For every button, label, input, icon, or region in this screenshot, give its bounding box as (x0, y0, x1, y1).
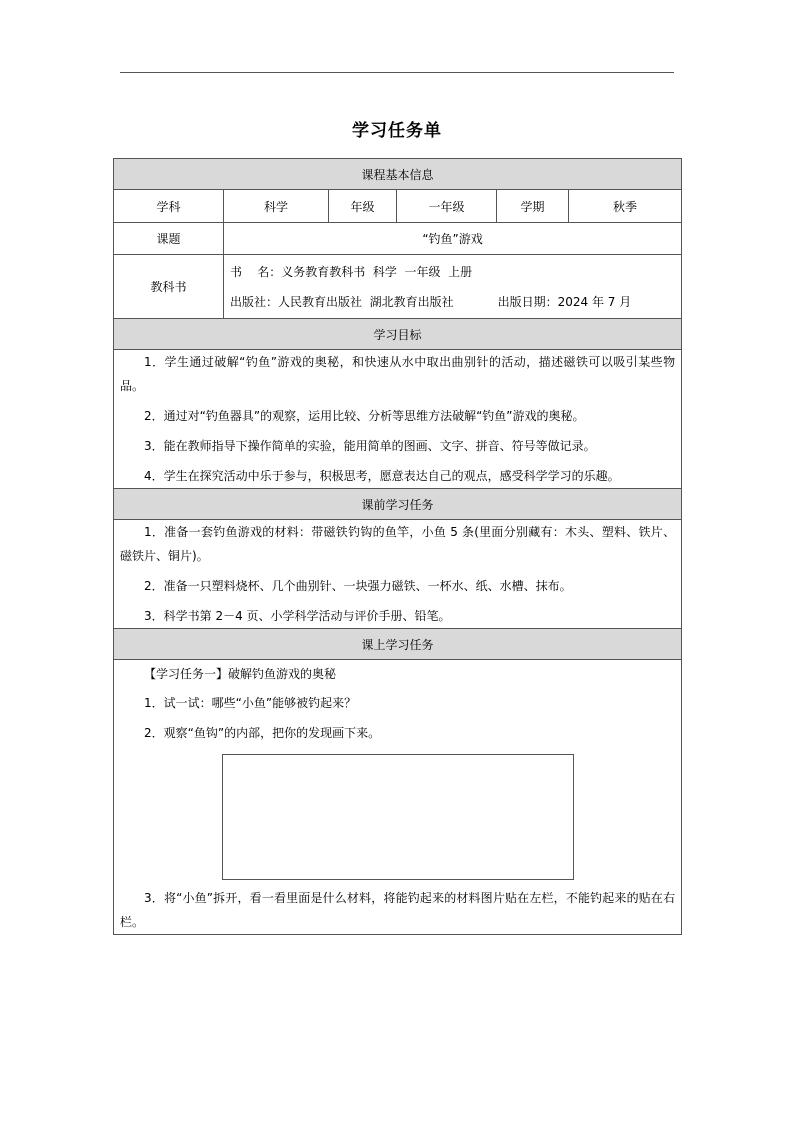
section-title-class-tasks: 课上学习任务 (114, 629, 682, 660)
textbook-label: 教科书 (114, 255, 224, 319)
section-title-pre-tasks: 课前学习任务 (114, 489, 682, 520)
grade-value: 一年级 (397, 190, 497, 223)
basic-info-header-row (114, 159, 682, 190)
subject-label: 学科 (114, 190, 224, 223)
class-tasks-row (114, 660, 682, 935)
task-one-heading: 【学习任务一】破解钓鱼游戏的奥秘 (144, 667, 337, 681)
drawing-area-box (222, 754, 574, 880)
class-tasks-header-row (114, 629, 682, 660)
task-sheet-table (113, 158, 682, 935)
objective-item: 4．学生在探究活动中乐于参与，积极思考，愿意表达自己的观点，感受科学学习的乐趣。 (144, 469, 620, 483)
topic-value: “钓鱼”游戏 (224, 223, 682, 255)
objectives-row (114, 350, 682, 489)
pre-task-item: 3．科学书第 2－4 页、小学科学活动与评价手册、铅笔。 (144, 609, 451, 623)
textbook-publisher-line (230, 287, 675, 317)
class-tasks-content (114, 660, 682, 935)
objective-item: 1．学生通过破解“钓鱼”游戏的奥秘，和快速从水中取出曲别针的活动，描述磁铁可以吸引某些物品。 (120, 355, 676, 393)
objectives-content (114, 350, 682, 489)
section-title-objectives: 学习目标 (114, 319, 682, 350)
textbook-row (114, 255, 682, 319)
textbook-publish-date: 出版日期：2024 年 7 月 (497, 294, 632, 309)
pre-task-item: 2．准备一只塑料烧杯、几个曲别针、一块强力磁铁、一杯水、纸、水槽、抹布。 (144, 579, 572, 593)
topic-label: 课题 (114, 223, 224, 255)
subject-row (114, 190, 682, 223)
header-rule (120, 72, 674, 73)
textbook-publisher: 出版社：人民教育出版社 湖北教育出版社 (230, 294, 454, 309)
objective-item: 2．通过对“钓鱼器具”的观察，运用比较、分析等思维方法破解“钓鱼”游戏的奥秘。 (144, 409, 585, 423)
class-task-item: 3．将“小鱼”拆开，看一看里面是什么材料，将能钓起来的材料图片贴在左栏，不能钓起来的贴在右栏。 (120, 891, 676, 929)
section-title-basic-info: 课程基本信息 (114, 159, 682, 190)
class-task-item: 1．试一试：哪些“小鱼”能够被钓起来？ (144, 696, 357, 710)
objectives-header-row (114, 319, 682, 350)
textbook-book-name: 书 名：义务教育教科书 科学 一年级 上册 (230, 264, 473, 279)
grade-label: 年级 (329, 190, 397, 223)
topic-row (114, 223, 682, 255)
class-task-item: 2．观察“鱼钩”的内部，把你的发现画下来。 (144, 726, 381, 740)
pre-tasks-header-row (114, 489, 682, 520)
document-title: 学习任务单 (352, 121, 442, 141)
pre-tasks-content (114, 520, 682, 629)
pre-task-item: 1．准备一套钓鱼游戏的材料：带磁铁钓钩的鱼竿，小鱼 5 条(里面分别藏有：木头、塑料、铁片、磁铁片、铜片)。 (120, 525, 676, 563)
term-value: 秋季 (569, 190, 682, 223)
objective-item: 3．能在教师指导下操作简单的实验，能用简单的图画、文字、拼音、符号等做记录。 (144, 439, 596, 453)
subject-value: 科学 (224, 190, 329, 223)
textbook-info (224, 255, 682, 319)
pre-tasks-row (114, 520, 682, 629)
term-label: 学期 (497, 190, 569, 223)
